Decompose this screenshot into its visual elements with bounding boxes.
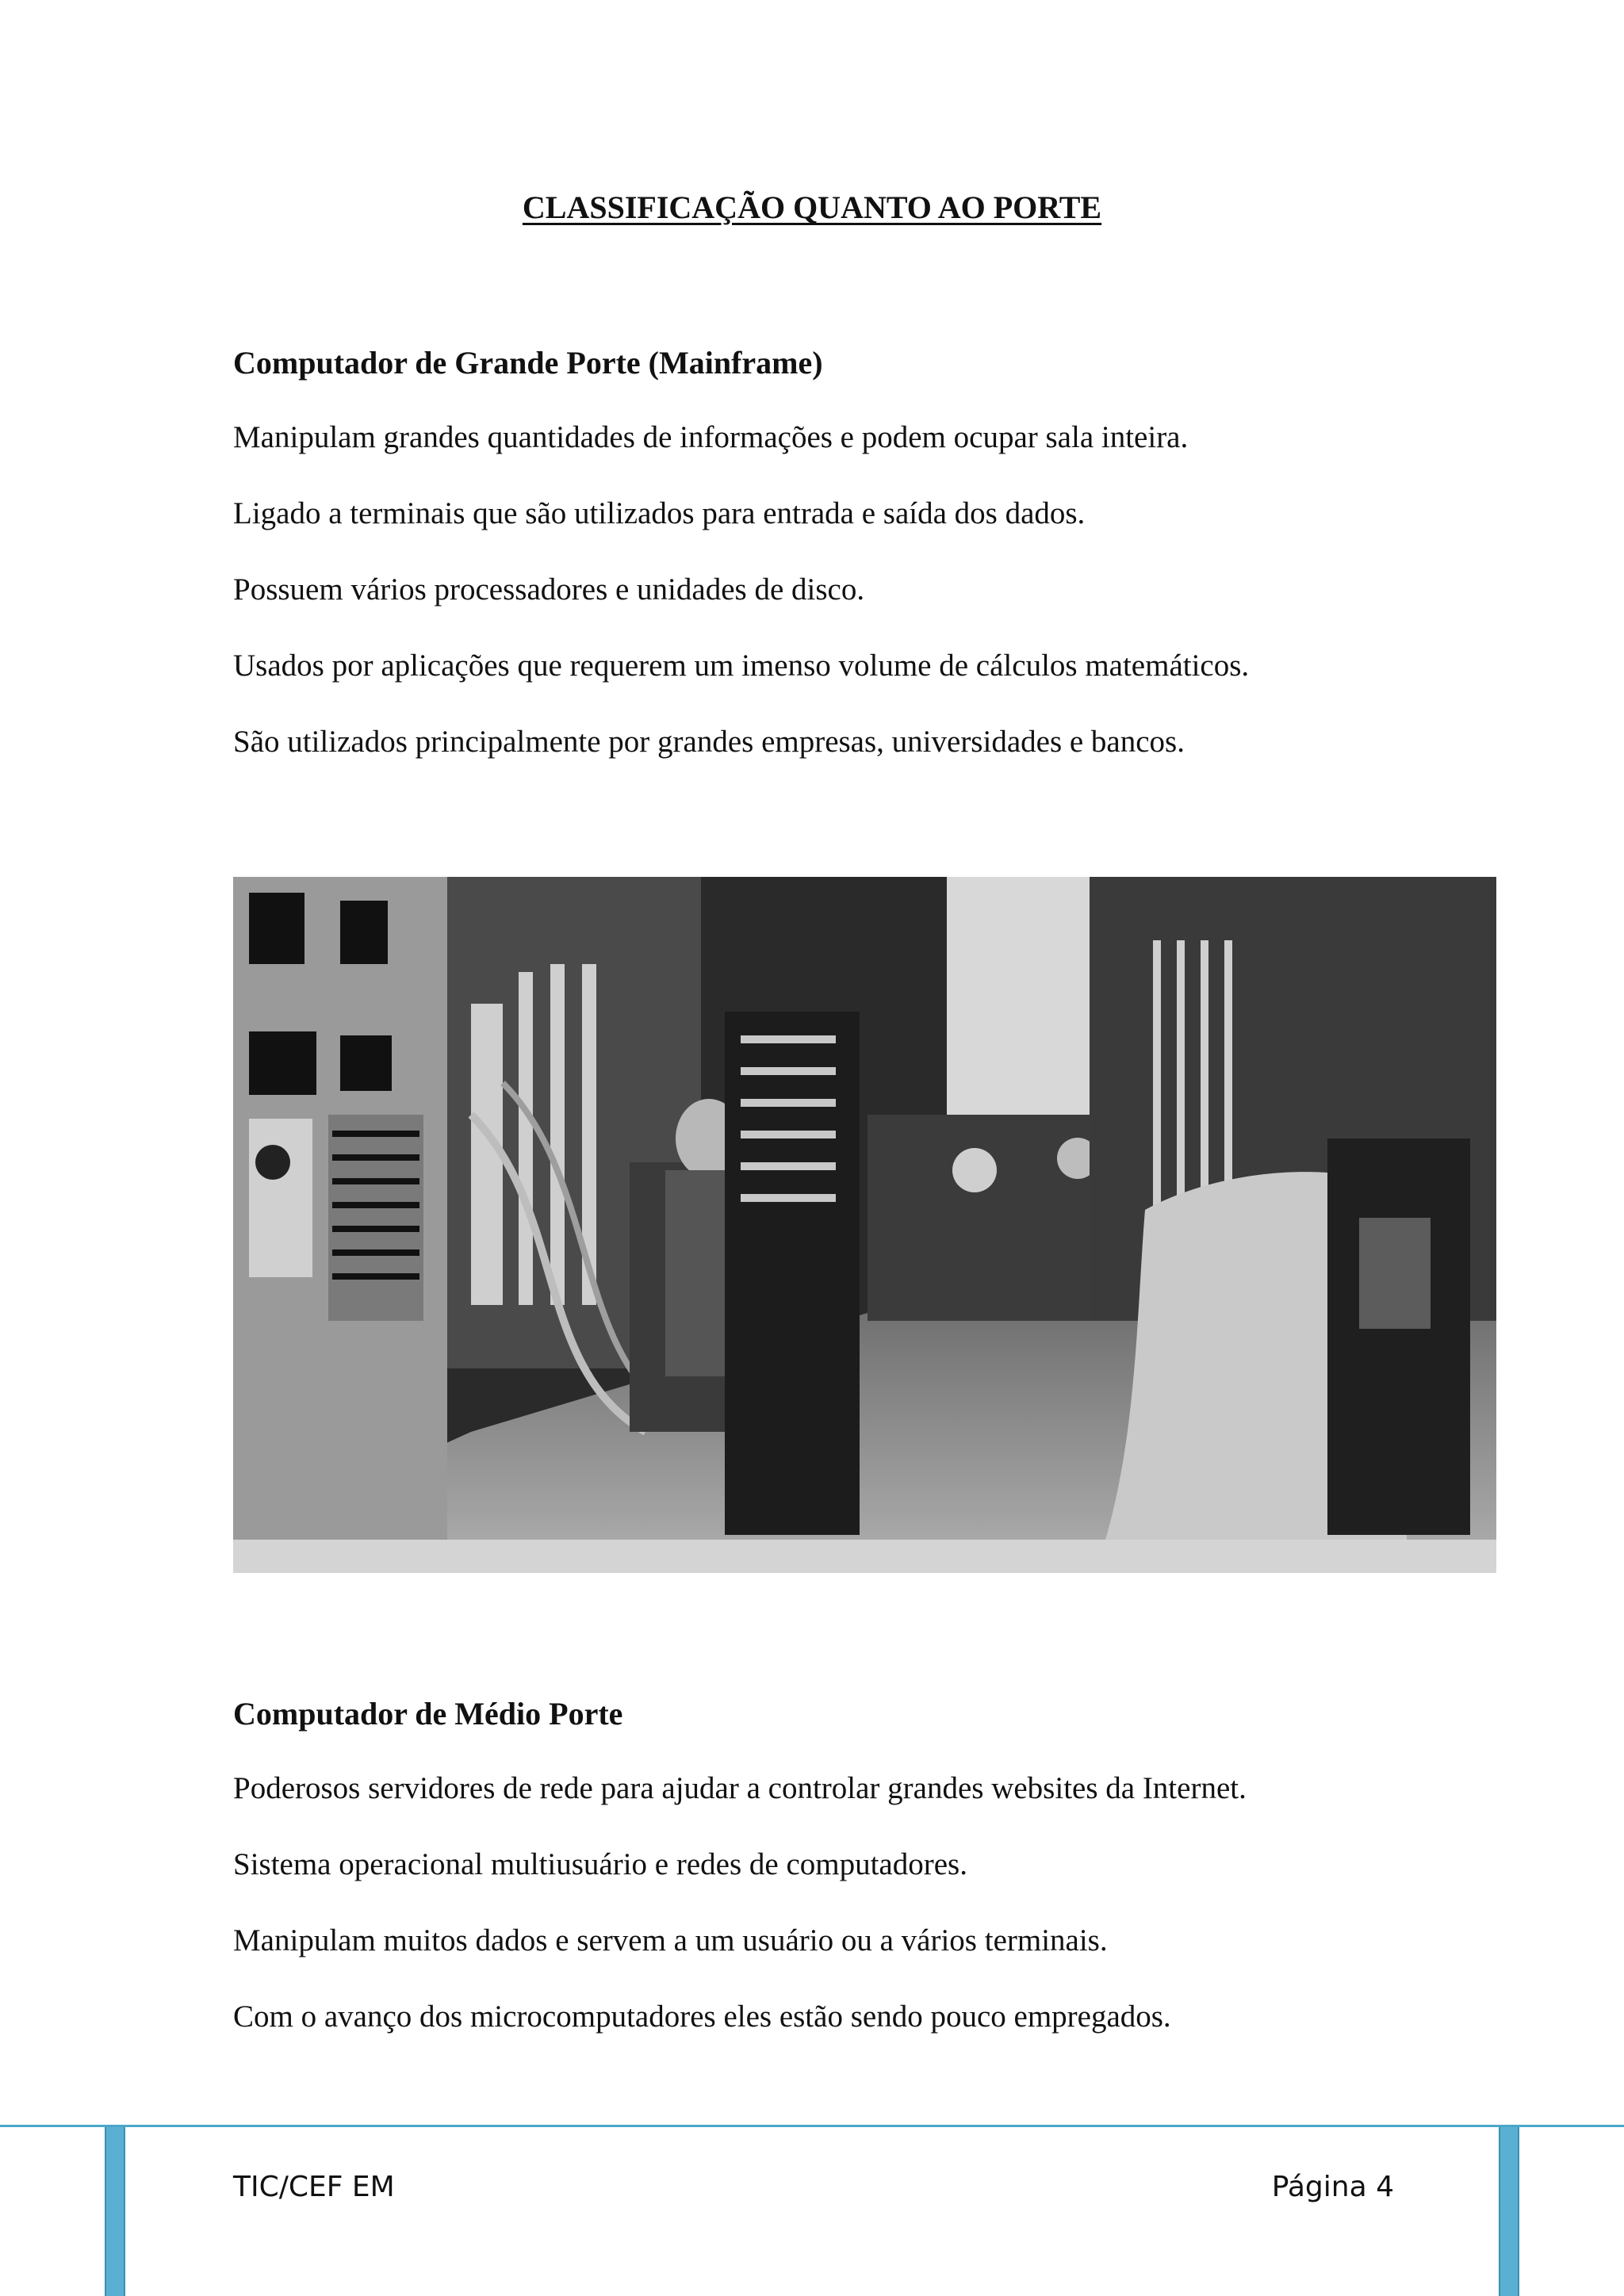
paragraph-line: Ligado a terminais que são utilizados para entrada e saída dos dados. — [233, 496, 1086, 530]
footer-accent-left — [105, 2127, 125, 2296]
section-mainframe — [233, 344, 1534, 799]
footer-divider — [0, 2125, 1624, 2127]
paragraph-line: São utilizados principalmente por grandes empresas, universidades e bancos. — [233, 725, 1185, 759]
page-title: CLASSIFICAÇÃO QUANTO AO PORTE — [522, 189, 1102, 225]
paragraph-line: Usados por aplicações que requerem um imenso volume de cálculos matemáticos. — [233, 649, 1250, 683]
paragraph-line: Manipulam muitos dados e servem a um usuário ou a vários terminais. — [233, 1923, 1108, 1957]
section-heading: Computador de Médio Porte — [233, 1696, 623, 1732]
paragraph-line: Possuem vários processadores e unidades de disco. — [233, 572, 865, 607]
paragraph-line: Manipulam grandes quantidades de informações e podem ocupar sala inteira. — [233, 420, 1189, 454]
footer-page-number: Página 4 — [1271, 2171, 1394, 2203]
section-heading: Computador de Grande Porte (Mainframe) — [233, 345, 823, 381]
footer-accent-right — [1499, 2127, 1519, 2296]
paragraph-line: Poderosos servidores de rede para ajudar a controlar grandes websites da Internet. — [233, 1771, 1247, 1805]
paragraph-line: Sistema operacional multiusuário e redes de computadores. — [233, 1847, 967, 1881]
paragraph-line: Com o avanço dos microcomputadores eles estão sendo pouco empregados. — [233, 1999, 1171, 2034]
section-medio-porte — [233, 1695, 1534, 2074]
footer-course: TIC/CEF EM — [233, 2171, 395, 2203]
mainframe-photo — [233, 877, 1496, 1573]
mainframe-photo-illustration — [233, 877, 1496, 1573]
